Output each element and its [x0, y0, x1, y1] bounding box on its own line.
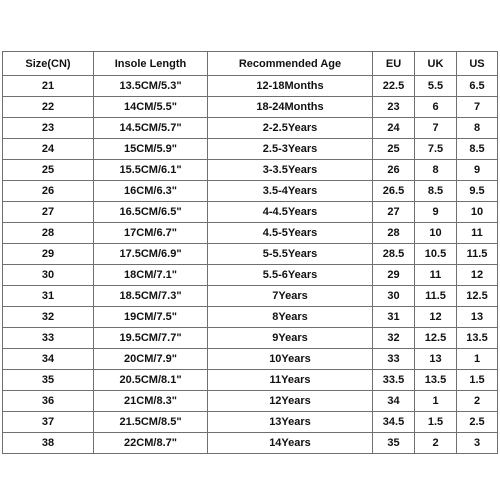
- table-row: [3, 265, 498, 286]
- table-row: [3, 97, 498, 118]
- cell-us: 8: [457, 118, 498, 139]
- cell-size-cn: 23: [3, 118, 94, 139]
- cell-uk: 2: [415, 433, 457, 454]
- cell-eu: 26.5: [373, 181, 415, 202]
- table-row: [3, 244, 498, 265]
- cell-us: 7: [457, 97, 498, 118]
- header-recommended-age: Recommended Age: [208, 52, 373, 76]
- cell-size-cn: 28: [3, 223, 94, 244]
- cell-recommended-age: 11Years: [208, 370, 373, 391]
- cell-uk: 8: [415, 160, 457, 181]
- table-row: [3, 139, 498, 160]
- table-row: [3, 307, 498, 328]
- cell-recommended-age: 4-4.5Years: [208, 202, 373, 223]
- cell-uk: 1: [415, 391, 457, 412]
- cell-insole-length: 21.5CM/8.5": [94, 412, 208, 433]
- cell-insole-length: 14.5CM/5.7": [94, 118, 208, 139]
- cell-size-cn: 24: [3, 139, 94, 160]
- cell-size-cn: 22: [3, 97, 94, 118]
- cell-size-cn: 27: [3, 202, 94, 223]
- cell-recommended-age: 18-24Months: [208, 97, 373, 118]
- cell-uk: 8.5: [415, 181, 457, 202]
- cell-recommended-age: 3-3.5Years: [208, 160, 373, 181]
- cell-insole-length: 18CM/7.1": [94, 265, 208, 286]
- cell-size-cn: 21: [3, 76, 94, 97]
- cell-recommended-age: 13Years: [208, 412, 373, 433]
- header-size-cn: Size(CN): [3, 52, 94, 76]
- cell-recommended-age: 14Years: [208, 433, 373, 454]
- cell-eu: 29: [373, 265, 415, 286]
- cell-us: 8.5: [457, 139, 498, 160]
- cell-us: 13: [457, 307, 498, 328]
- cell-recommended-age: 12Years: [208, 391, 373, 412]
- cell-us: 1.5: [457, 370, 498, 391]
- table-header-row: [3, 52, 498, 76]
- cell-uk: 6: [415, 97, 457, 118]
- cell-insole-length: 20CM/7.9": [94, 349, 208, 370]
- header-insole-length: Insole Length: [94, 52, 208, 76]
- cell-uk: 7.5: [415, 139, 457, 160]
- cell-recommended-age: 2-2.5Years: [208, 118, 373, 139]
- cell-recommended-age: 5-5.5Years: [208, 244, 373, 265]
- cell-eu: 22.5: [373, 76, 415, 97]
- cell-us: 6.5: [457, 76, 498, 97]
- cell-uk: 13.5: [415, 370, 457, 391]
- cell-size-cn: 29: [3, 244, 94, 265]
- table-row: [3, 76, 498, 97]
- cell-insole-length: 17CM/6.7": [94, 223, 208, 244]
- cell-uk: 1.5: [415, 412, 457, 433]
- cell-us: 10: [457, 202, 498, 223]
- cell-insole-length: 17.5CM/6.9": [94, 244, 208, 265]
- cell-eu: 27: [373, 202, 415, 223]
- cell-us: 2.5: [457, 412, 498, 433]
- header-us: US: [457, 52, 498, 76]
- cell-eu: 31: [373, 307, 415, 328]
- table-row: [3, 328, 498, 349]
- cell-uk: 11: [415, 265, 457, 286]
- cell-uk: 5.5: [415, 76, 457, 97]
- cell-eu: 35: [373, 433, 415, 454]
- cell-eu: 25: [373, 139, 415, 160]
- cell-uk: 12: [415, 307, 457, 328]
- cell-size-cn: 32: [3, 307, 94, 328]
- cell-uk: 12.5: [415, 328, 457, 349]
- table-row: [3, 433, 498, 454]
- cell-uk: 11.5: [415, 286, 457, 307]
- cell-size-cn: 25: [3, 160, 94, 181]
- cell-eu: 28.5: [373, 244, 415, 265]
- header-eu: EU: [373, 52, 415, 76]
- table-row: [3, 412, 498, 433]
- table-body: [3, 76, 498, 454]
- size-chart-table: [2, 51, 498, 454]
- cell-us: 12: [457, 265, 498, 286]
- table-row: [3, 160, 498, 181]
- cell-uk: 7: [415, 118, 457, 139]
- cell-eu: 32: [373, 328, 415, 349]
- cell-eu: 34.5: [373, 412, 415, 433]
- cell-eu: 30: [373, 286, 415, 307]
- cell-size-cn: 31: [3, 286, 94, 307]
- cell-size-cn: 30: [3, 265, 94, 286]
- cell-insole-length: 19CM/7.5": [94, 307, 208, 328]
- table-row: [3, 223, 498, 244]
- table-row: [3, 202, 498, 223]
- cell-insole-length: 15CM/5.9": [94, 139, 208, 160]
- cell-size-cn: 26: [3, 181, 94, 202]
- cell-us: 2: [457, 391, 498, 412]
- cell-us: 3: [457, 433, 498, 454]
- cell-us: 11.5: [457, 244, 498, 265]
- cell-size-cn: 35: [3, 370, 94, 391]
- cell-uk: 9: [415, 202, 457, 223]
- cell-insole-length: 13.5CM/5.3": [94, 76, 208, 97]
- cell-us: 1: [457, 349, 498, 370]
- cell-recommended-age: 7Years: [208, 286, 373, 307]
- cell-recommended-age: 8Years: [208, 307, 373, 328]
- cell-us: 9.5: [457, 181, 498, 202]
- cell-recommended-age: 12-18Months: [208, 76, 373, 97]
- cell-size-cn: 33: [3, 328, 94, 349]
- cell-insole-length: 16.5CM/6.5": [94, 202, 208, 223]
- cell-eu: 24: [373, 118, 415, 139]
- cell-uk: 10: [415, 223, 457, 244]
- cell-insole-length: 18.5CM/7.3": [94, 286, 208, 307]
- cell-recommended-age: 2.5-3Years: [208, 139, 373, 160]
- cell-recommended-age: 10Years: [208, 349, 373, 370]
- cell-recommended-age: 5.5-6Years: [208, 265, 373, 286]
- cell-eu: 26: [373, 160, 415, 181]
- cell-size-cn: 38: [3, 433, 94, 454]
- cell-us: 13.5: [457, 328, 498, 349]
- table-row: [3, 391, 498, 412]
- cell-eu: 28: [373, 223, 415, 244]
- cell-uk: 13: [415, 349, 457, 370]
- cell-insole-length: 16CM/6.3": [94, 181, 208, 202]
- cell-eu: 34: [373, 391, 415, 412]
- header-uk: UK: [415, 52, 457, 76]
- cell-uk: 10.5: [415, 244, 457, 265]
- cell-insole-length: 20.5CM/8.1": [94, 370, 208, 391]
- table-row: [3, 181, 498, 202]
- cell-insole-length: 21CM/8.3": [94, 391, 208, 412]
- cell-recommended-age: 3.5-4Years: [208, 181, 373, 202]
- cell-size-cn: 34: [3, 349, 94, 370]
- cell-size-cn: 36: [3, 391, 94, 412]
- cell-us: 9: [457, 160, 498, 181]
- cell-insole-length: 22CM/8.7": [94, 433, 208, 454]
- table-row: [3, 370, 498, 391]
- cell-insole-length: 19.5CM/7.7": [94, 328, 208, 349]
- cell-insole-length: 14CM/5.5": [94, 97, 208, 118]
- table-row: [3, 286, 498, 307]
- table-row: [3, 118, 498, 139]
- cell-recommended-age: 9Years: [208, 328, 373, 349]
- table-row: [3, 349, 498, 370]
- cell-size-cn: 37: [3, 412, 94, 433]
- cell-insole-length: 15.5CM/6.1": [94, 160, 208, 181]
- cell-eu: 33: [373, 349, 415, 370]
- cell-recommended-age: 4.5-5Years: [208, 223, 373, 244]
- cell-eu: 23: [373, 97, 415, 118]
- cell-us: 12.5: [457, 286, 498, 307]
- cell-eu: 33.5: [373, 370, 415, 391]
- cell-us: 11: [457, 223, 498, 244]
